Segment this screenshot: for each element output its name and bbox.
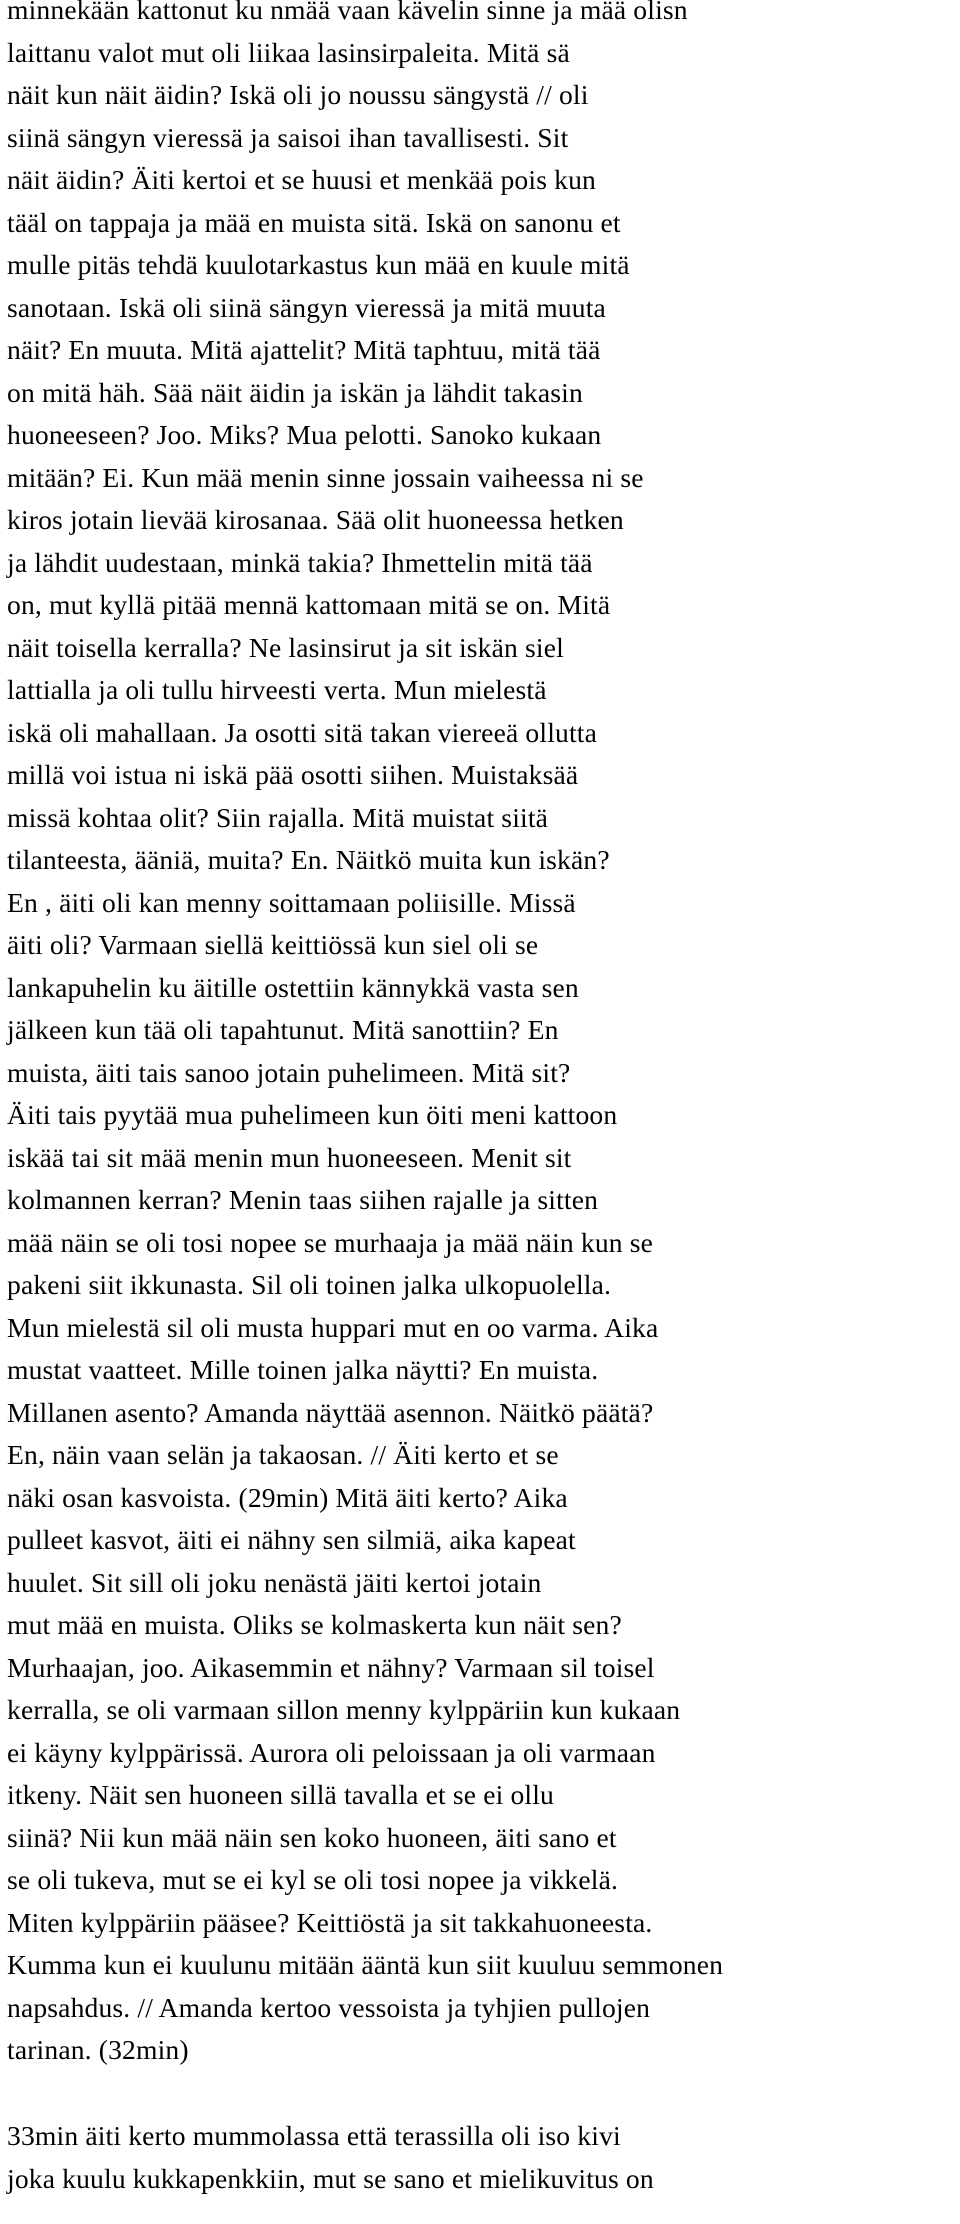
text-line: 33min äiti kerto mummolassa että terassilla oli iso kivi [7,2120,621,2151]
text-line: on, mut kyllä pitää mennä kattomaan mitä se on. Mitä [7,589,611,620]
text-line: huoneeseen? Joo. Miks? Mua pelotti. Sanoko kukaan [7,419,602,450]
transcript-paragraph-1 [7,0,723,2072]
text-line: minnekään kattonut ku nmää vaan kävelin sinne ja mää olisn [7,0,688,25]
text-line: näki osan kasvoista. (29min) Mitä äiti kerto? Aika [7,1481,568,1513]
text-line: kolmannen kerran? Menin taas siihen rajalle ja sitten [7,1184,599,1215]
text-line: kerralla, se oli varmaan sillon menny kylppäriin kun kukaan [7,1694,681,1725]
text-line: napsahdus. // Amanda kertoo vessoista ja tyhjien pullojen [7,1991,651,2023]
text-line: näit toisella kerralla? Ne lasinsirut ja sit iskän siel [7,631,564,663]
text-line: mää näin se oli tosi nopee se murhaaja ja mää näin kun se [7,1226,654,1258]
text-line: huulet. Sit sill oli joku nenästä jäiti kertoi jotain [7,1566,542,1598]
text-line: Kumma kun ei kuulunu mitään ääntä kun siit kuuluu semmonen [7,1949,724,1980]
text-line: kiros jotain lievää kirosanaa. Sää olit huoneessa hetken [7,504,624,535]
text-line: En , äiti oli kan menny soittamaan poliisille. Missä [7,886,576,918]
text-line: Millanen asento? Amanda näyttää asennon. Näitkö päätä? [7,1396,654,1428]
text-line: lankapuhelin ku äitille ostettiin kännykkä vasta sen [7,971,579,1003]
text-line: missä kohtaa olit? Siin rajalla. Mitä muistat siitä [7,801,549,833]
text-line: joka kuulu kukkapenkkiin, mut se sano et mielikuvitus on [7,2162,654,2194]
text-line: Äiti tais pyytää mua puhelimeen kun öiti meni kattoon [7,1099,618,1130]
text-line: tarinan. (32min) [7,2034,189,2065]
text-line: millä voi istua ni iskä pää osotti siihen. Muistaksää [7,759,579,790]
text-line: on mitä häh. Sää näit äidin ja iskän ja lähdit takasin [7,376,583,408]
text-line: iskä oli mahallaan. Ja osotti sitä takan viereeä ollutta [7,716,597,748]
text-line: siinä? Nii kun mää näin sen koko huoneen, äiti sano et [7,1821,617,1853]
text-line: ja lähdit uudestaan, minkä takia? Ihmettelin mitä tää [7,546,593,578]
transcript-paragraph-2 [7,2115,654,2200]
text-line: jälkeen kun tää oli tapahtunut. Mitä sanottiin? En [7,1014,559,1045]
text-line: tääl on tappaja ja mää en muista sitä. Iskä on sanonu et [7,206,621,238]
text-line: Miten kylppäriin pääsee? Keittiöstä ja sit takkahuoneesta. [7,1906,653,1938]
text-line: iskää tai sit mää menin mun huoneeseen. Menit sit [7,1141,572,1173]
text-line: sanotaan. Iskä oli siinä sängyn vieressä ja mitä muuta [7,291,606,323]
text-line: näit? En muuta. Mitä ajattelit? Mitä taphtuu, mitä tää [7,334,601,365]
text-line: siinä sängyn vieressä ja saisoi ihan tavallisesti. Sit [7,121,569,153]
text-line: laittanu valot mut oli liikaa lasinsirpaleita. Mitä sä [7,36,570,68]
text-line: Murhaajan, joo. Aikasemmin et nähny? Varmaan sil toisel [7,1651,655,1683]
text-line: muista, äiti tais sanoo jotain puhelimeen. Mitä sit? [7,1056,571,1088]
text-line: pakeni siit ikkunasta. Sil oli toinen jalka ulkopuolella. [7,1269,612,1300]
text-line: En, näin vaan selän ja takaosan. // Äiti kerto et se [7,1439,559,1470]
text-line: näit kun näit äidin? Iskä oli jo noussu sängystä // oli [7,79,589,110]
text-line: mitään? Ei. Kun mää menin sinne jossain vaiheessa ni se [7,461,644,493]
text-line: itkeny. Näit sen huoneen sillä tavalla et se ei ollu [7,1779,554,1810]
text-line: näit äidin? Äiti kertoi et se huusi et menkää pois kun [7,164,596,195]
text-line: äiti oli? Varmaan siellä keittiössä kun siel oli se [7,929,539,960]
text-line: pulleet kasvot, äiti ei nähny sen silmiä, aika kapeat [7,1524,576,1555]
text-line: Mun mielestä sil oli musta huppari mut en oo varma. Aika [7,1311,659,1343]
text-line: lattialla ja oli tullu hirveesti verta. Mun mielestä [7,674,547,705]
text-line: mulle pitäs tehdä kuulotarkastus kun mää en kuule mitä [7,249,630,280]
text-line: mustat vaatteet. Mille toinen jalka näytti? En muista. [7,1354,599,1385]
text-line: ei käyny kylppärissä. Aurora oli peloissaan ja oli varmaan [7,1736,656,1768]
text-line: se oli tukeva, mut se ei kyl se oli tosi nopee ja vikkelä. [7,1864,619,1895]
text-line: mut mää en muista. Oliks se kolmaskerta kun näit sen? [7,1609,622,1640]
text-line: tilanteesta, ääniä, muita? En. Näitkö muita kun iskän? [7,844,610,875]
